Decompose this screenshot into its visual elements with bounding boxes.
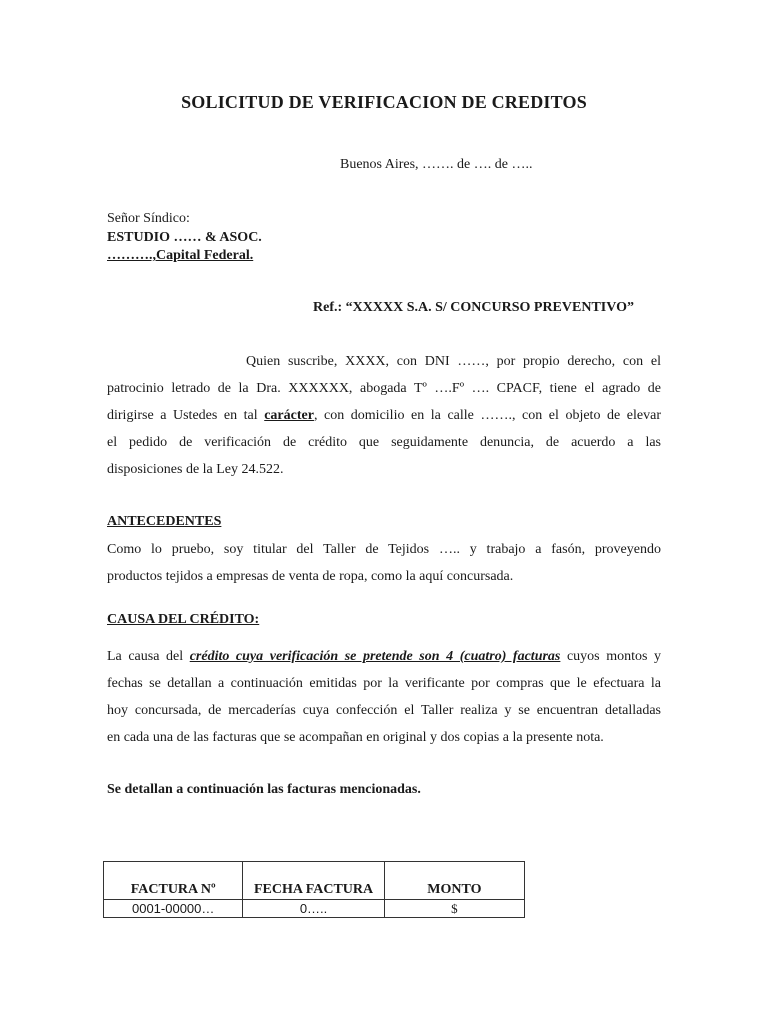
intro-line-5: disposiciones de la Ley 24.522.	[107, 462, 284, 477]
header-fecha: FECHA FACTURA	[243, 862, 384, 900]
header-monto: MONTO	[384, 862, 524, 900]
antecedentes-paragraph	[107, 536, 661, 590]
cell-fecha: 0…..	[243, 900, 384, 918]
reference-line: Ref.: “XXXXX S.A. S/ CONCURSO PREVENTIVO”	[313, 300, 634, 315]
intro-paragraph	[107, 348, 661, 483]
causa-line-4: en cada una de las facturas que se acompañan en original y dos copias a la presente nota.	[107, 730, 604, 745]
document-title: SOLICITUD DE VERIFICACION DE CREDITOS	[181, 92, 587, 112]
intro-line-4: el pedido de verificación de crédito que seguidamente denuncia, de acuerdo a las	[107, 435, 661, 450]
table-row	[104, 900, 525, 918]
header-factura: FACTURA Nº	[104, 862, 243, 900]
causa-emphasis: crédito cuya verificación se pretende son 4 (cuatro) facturas	[189, 649, 561, 664]
causa-line-2: fechas se detallan a continuación emitidas por la verificante por compras que le efectuara la	[107, 676, 661, 691]
cell-monto: $	[384, 900, 524, 918]
addressee-location: ……….,Capital Federal.	[107, 248, 254, 263]
caracter-emphasis: carácter	[264, 408, 314, 423]
causa-line-1-end: cuyos montos y	[560, 649, 662, 664]
antecedentes-line-1: Como lo pruebo, soy titular del Taller de Tejidos ….. y trabajo a fasón, proveyendo	[107, 542, 661, 557]
intro-line-3	[107, 402, 661, 429]
invoice-table	[103, 861, 525, 918]
causa-line-1-start: La causa del	[107, 649, 190, 664]
cell-factura: 0001-00000…	[104, 900, 243, 918]
causa-line-1	[107, 643, 661, 670]
addressee-firm: ESTUDIO …… & ASOC.	[107, 230, 262, 245]
place-date: Buenos Aires, ……. de …. de …..	[340, 157, 533, 172]
intro-line-3-end: , con domicilio en la calle ……., con el objeto de elevar	[313, 408, 661, 423]
causa-line-3: hoy concursada, de mercaderías cuya confección el Taller realiza y se encuentran detalladas	[107, 703, 661, 718]
invoice-list-intro: Se detallan a continuación las facturas mencionadas.	[107, 782, 421, 797]
causa-heading: CAUSA DEL CRÉDITO:	[107, 612, 260, 627]
invoice-table-header	[104, 862, 525, 900]
addressee-salutation: Señor Síndico:	[107, 211, 190, 226]
intro-line-2: patrocinio letrado de la Dra. XXXXXX, abogada Tº ….Fº …. CPACF, tiene el agrado de	[107, 381, 661, 396]
intro-line-1: Quien suscribe, XXXX, con DNI ……, por propio derecho, con el	[246, 354, 661, 369]
antecedentes-line-2: productos tejidos a empresas de venta de ropa, como la aquí concursada.	[107, 569, 514, 584]
causa-paragraph	[107, 643, 661, 751]
antecedentes-heading: ANTECEDENTES	[107, 514, 222, 529]
intro-line-3-start: dirigirse a Ustedes en tal	[107, 408, 265, 423]
